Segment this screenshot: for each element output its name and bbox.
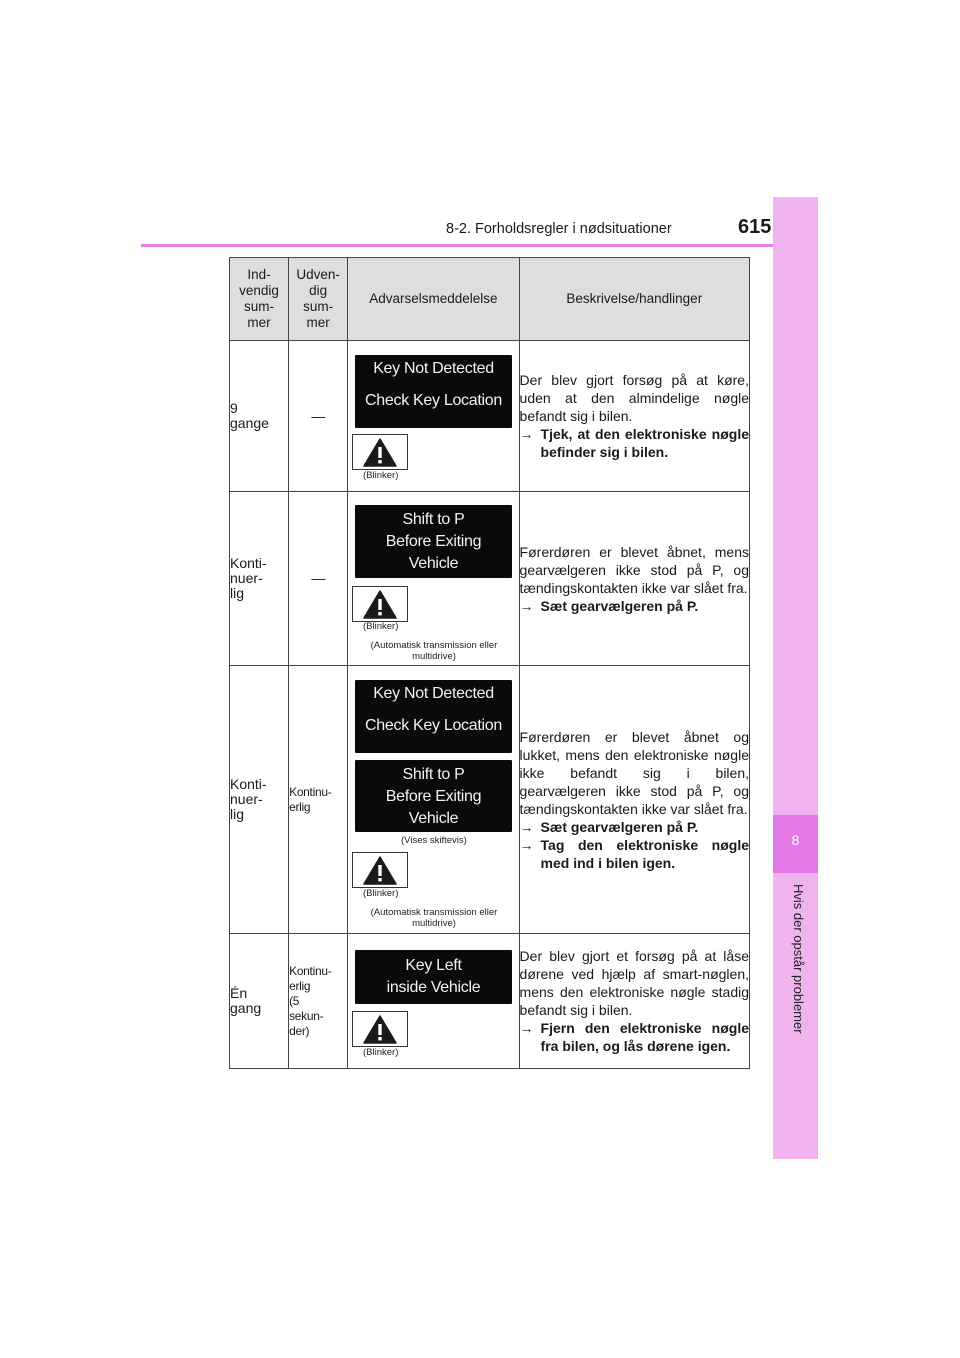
header-outdoor-buzzer: Udven- dig sum- mer xyxy=(289,258,348,341)
arrow-icon: → xyxy=(519,597,534,614)
action-item: → Sæt gearvælgeren på P. xyxy=(519,818,699,835)
action-item: → Tjek, at den elektroniske nøgle befinder sig i bilen. xyxy=(519,426,749,460)
arrow-icon: → xyxy=(519,836,534,853)
screen-text-line: Check Key Location xyxy=(365,717,502,734)
header-description: Beskrivelse/handlinger xyxy=(519,258,749,341)
action-item: → Tag den elektroniske nøgle med ind i bilen igen. xyxy=(519,836,749,871)
footnote-label: (Automatisk transmission eller multidrive) xyxy=(370,907,498,929)
arrow-icon: → xyxy=(519,818,534,835)
table-header-row xyxy=(230,258,750,341)
screen-text-line: Key Not Detected xyxy=(373,360,494,377)
screen-text-line: Shift to P xyxy=(402,511,465,528)
page-number: 615 xyxy=(738,216,772,238)
header-warning-message: Advarselsmeddelelse xyxy=(348,258,519,341)
screen-text-line: Before Exiting xyxy=(385,533,482,550)
caption-label: (Vises skiftevis) xyxy=(401,835,467,846)
footnote-label: (Automatisk transmission eller multidrive) xyxy=(370,640,498,662)
indoor-frequency: Én gang xyxy=(230,934,289,1069)
warning-triangle-icon xyxy=(352,1011,408,1047)
indoor-frequency: Konti- nuer- lig xyxy=(230,666,289,934)
warning-triangle-icon xyxy=(352,434,408,470)
display-screen xyxy=(355,505,512,578)
description-text: Førerdøren er blevet åbnet, mens gearvælgeren ikke stod på P, og tændingskontakten ikke var slået fra. xyxy=(519,543,749,596)
warning-triangle-icon xyxy=(352,852,408,888)
display-screen xyxy=(355,950,512,1004)
outdoor-frequency: — xyxy=(289,492,348,666)
chapter-title: Hvis der opstår problemer xyxy=(791,884,806,1034)
indoor-frequency: Konti- nuer- lig xyxy=(230,492,289,666)
action-item: → Fjern den elektroniske nøgle fra bilen, og lås dørene igen. xyxy=(519,1020,749,1054)
caption-label: (Blinker) xyxy=(363,621,399,632)
description-cell xyxy=(519,341,749,492)
warning-triangle-icon xyxy=(352,586,408,622)
header-rule xyxy=(141,244,818,247)
arrow-icon: → xyxy=(519,1020,534,1036)
caption-label: (Blinker) xyxy=(363,888,399,899)
description-cell xyxy=(519,492,749,666)
screen-text-line: inside Vehicle xyxy=(386,979,481,996)
screen-text-line: Vehicle xyxy=(408,555,459,572)
description-text: Der blev gjort forsøg på at køre, uden at den almindelige nøgle befandt sig i bilen. xyxy=(519,372,749,424)
screen-text-line: Key Not Detected xyxy=(373,685,494,702)
description-cell xyxy=(519,934,749,1069)
screen-text-line: Key Left xyxy=(405,957,462,974)
description-cell xyxy=(519,666,749,934)
action-item: → Sæt gearvælgeren på P. xyxy=(519,597,699,614)
outdoor-frequency: Kontinu- erlig (5 sekun- der) xyxy=(289,934,348,1069)
chapter-number: 8 xyxy=(773,815,818,873)
arrow-icon: → xyxy=(519,426,534,442)
description-text: Førerdøren er blevet åbnet og lukket, mens den elektroniske nøgle ikke befandt sig i bilen, gearvælgeren ikke stod på P, og tændingskontakten ikke var slået fra. xyxy=(519,728,749,817)
description-text: Der blev gjort et forsøg på at låse dørene ved hjælp af smart-nøglen, mens den elektroniske nøgle stadig befandt sig i bilen. xyxy=(519,948,749,1018)
display-screen xyxy=(355,355,512,428)
outdoor-frequency: — xyxy=(289,341,348,492)
caption-label: (Blinker) xyxy=(363,1047,399,1058)
outdoor-frequency: Kontinu- erlig xyxy=(289,666,348,934)
section-title: 8-2. Forholdsregler i nødsituationer xyxy=(446,221,672,237)
header-indoor-buzzer: Ind- vendig sum- mer xyxy=(230,258,289,341)
caption-label: (Blinker) xyxy=(363,470,399,481)
screen-text-line: Check Key Location xyxy=(365,392,502,409)
indoor-frequency: 9 gange xyxy=(230,341,289,492)
screen-text-line: Shift to P xyxy=(402,766,465,783)
screen-text-line: Before Exiting xyxy=(385,788,482,805)
display-screen xyxy=(355,680,512,753)
display-screen xyxy=(355,760,512,832)
screen-text-line: Vehicle xyxy=(408,810,459,827)
